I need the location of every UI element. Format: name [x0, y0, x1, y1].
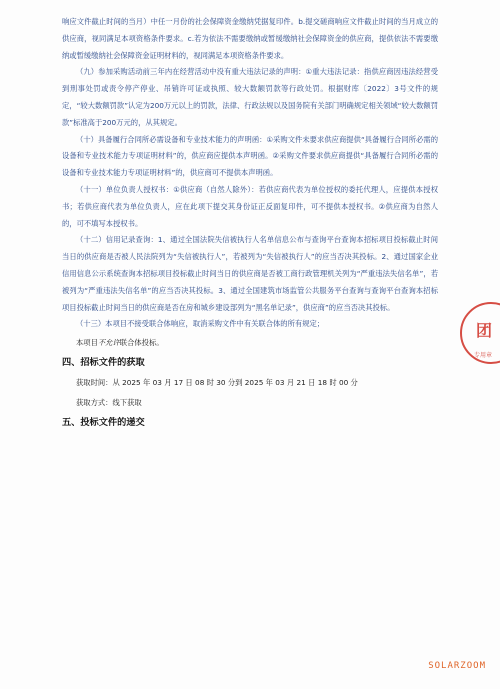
section-five-heading: 五、投标文件的递交 [62, 417, 145, 429]
paragraph-nine-violation-record: （九）参加采购活动前三年内在经营活动中没有重大违法记录的声明：①重大违法记录：指供应商因违法经营受到刑事处罚或责令停产停业、吊销许可证或执照、较大数额罚款等行政处罚。根据财库〔2022〕3号文件的规定，“较大数额罚款”认定为200万元以上的罚款，法律、行政法规以及国务院有关部门明确规定相关领域“较大数额罚款”标准高于200万元的，从其规定。 [62, 67, 438, 127]
paragraph-thirteen-consortium: （十三）本项目不接受联合体响应，取消采购文件中有关联合体的所有规定； [76, 319, 325, 329]
red-seal-stamp [460, 302, 500, 364]
paragraph-eleven-authorization: （十一）单位负责人授权书：①供应商（自然人除外）：若供应商代表为单位授权的委托代理人，应提供本授权书；若供应商代表为单位负责人，应在此项下提交其身份证正反面复印件，可不提供本授权书。②供应商为自然人的，可不填写本授权书。 [62, 184, 438, 228]
seal-text: 团 [476, 321, 495, 340]
watermark-logo: SOLARZOOM [428, 661, 486, 671]
acquisition-method: 获取方式：线下获取 [76, 398, 142, 408]
seal-subtext: 专用章 [474, 352, 493, 359]
paragraph-ten-equipment-declaration: （十）具备履行合同所必需设备和专业技术能力的声明函：①采购文件未要求供应商提供“具备履行合同所必需的设备和专业技术能力专项证明材料”的，供应商应提供本声明函。②采购文件要求供应商提供“具备履行合同所必需的设备和专业技术能力专项证明材料”的，供应商可不提供本声明函。 [62, 134, 438, 178]
document-page [62, 14, 438, 433]
consortium-emph: 不允许 [97, 338, 120, 348]
section-four-heading: 四、招标文件的获取 [62, 357, 145, 369]
consortium-prefix: 本项目 [76, 338, 98, 348]
consortium-suffix: 联合体投标。 [119, 338, 164, 348]
acquisition-time: 获取时间：从 2025 年 03 月 17 日 08 时 30 分到 2025 年 03 月 21 日 18 时 00 分 [76, 378, 358, 388]
paragraph-twelve-credit-check: （十二）信用记录查询：1、通过全国法院失信被执行人名单信息公布与查询平台查询本招标项目投标截止时间当日的供应商是否被人民法院列为“失信被执行人”，若被列为“失信被执行人”的应当否决其投标。2、通过国家企业信用信息公示系统查询本招标项目投标截止时间当日的供应商是否被工商行政管理机关列为“严重违法失信名单”，若被列为“严重违法失信名单”的应当否决其投标。3、通过全国建筑市场监管公共服务平台查询与查询平台查询本招标项目投标截止时间当日的供应商是否在房和城乡建设部列为“黑名单记录”，供应商”的应当否决其投标。 [62, 235, 438, 312]
paragraph-social-security: 响应文件截止时间的当月）中任一月份的社会保障资金缴纳凭据复印件。b.提交磋商响应文件截止时间的当月成立的供应商，视同满足本项资格条件要求。c.若为依法不需要缴纳或暂缓缴纳社会保障资金的供应商，提供依法不需要缴纳或暂缓缴纳社会保障资金证明材料的，视同满足本项资格条件要求。 [62, 17, 438, 60]
consortium-line [62, 333, 438, 353]
